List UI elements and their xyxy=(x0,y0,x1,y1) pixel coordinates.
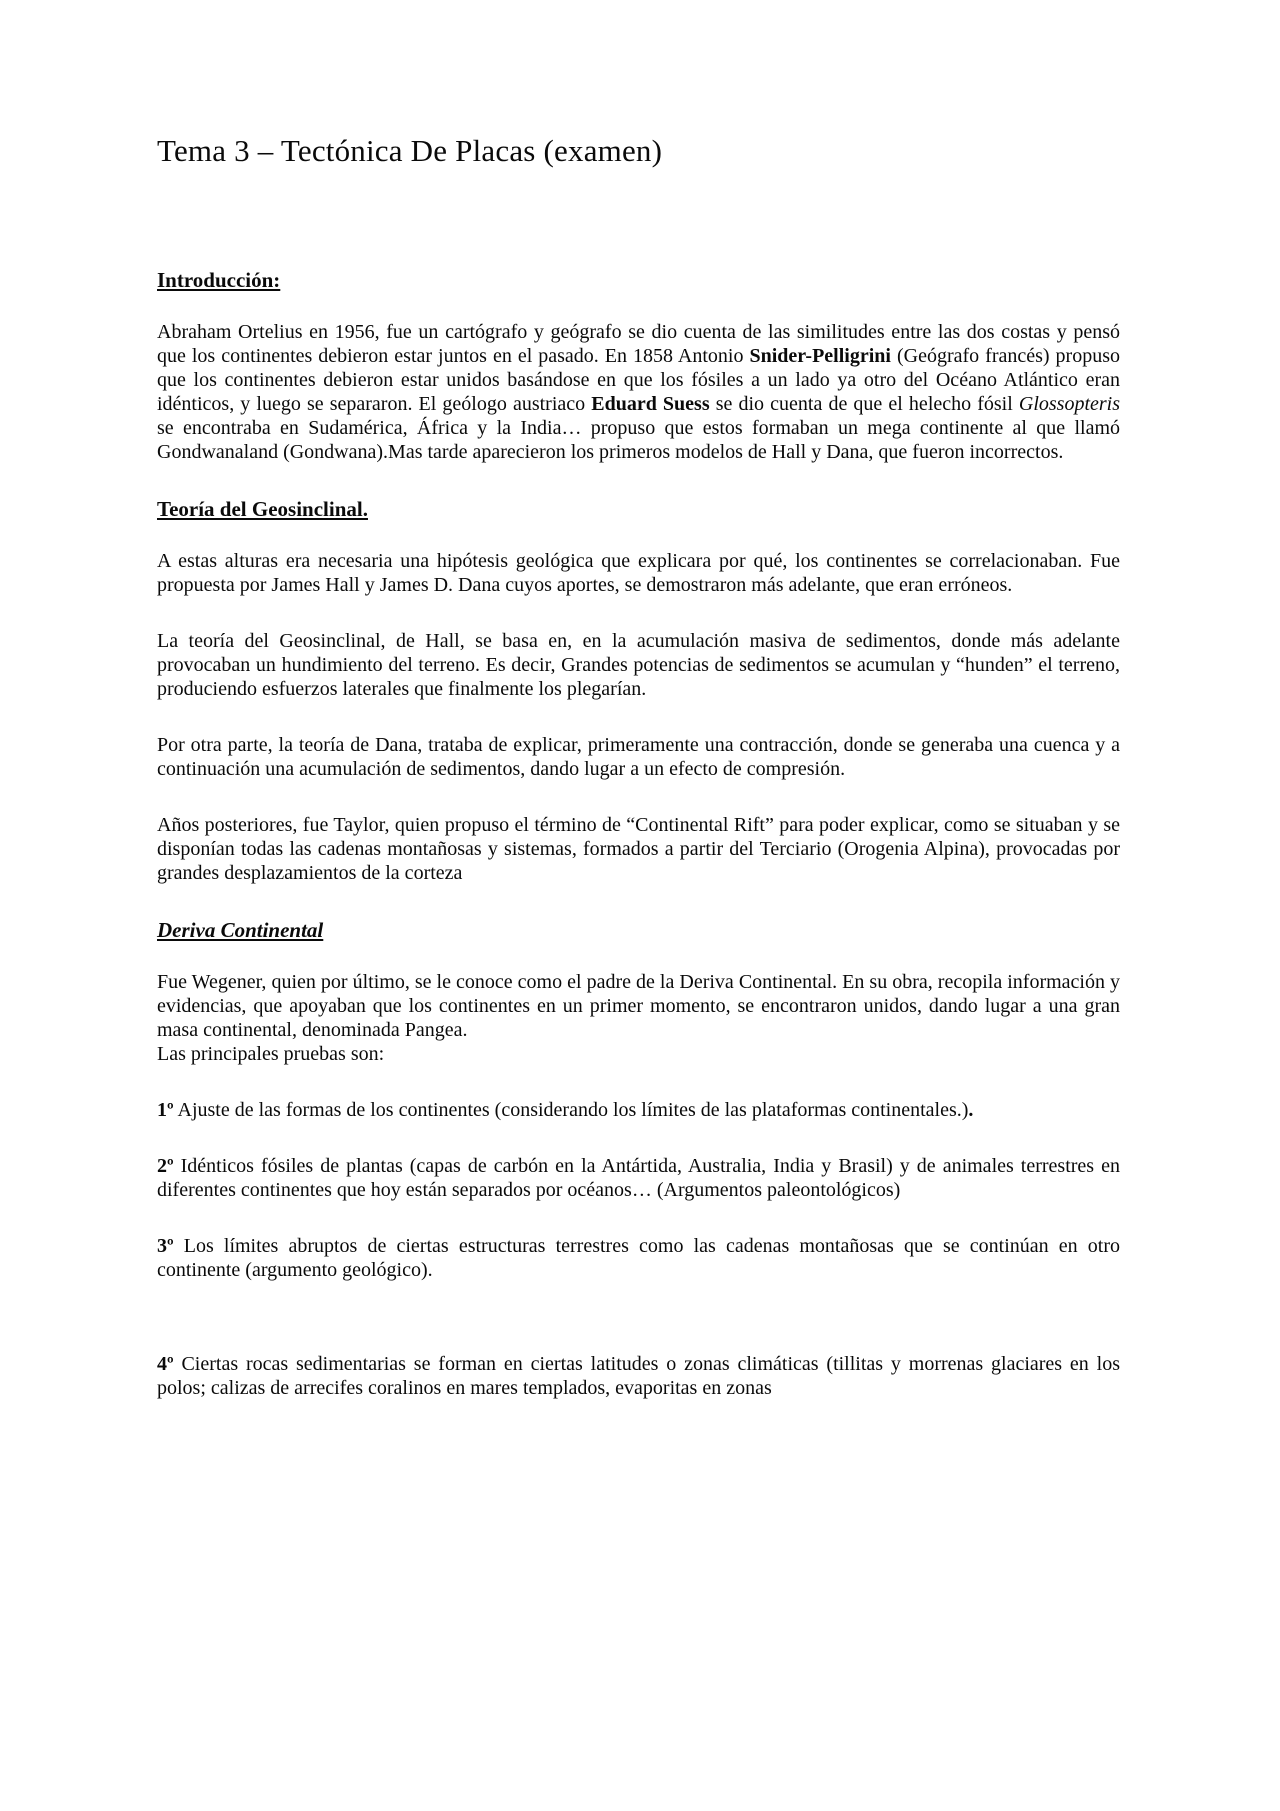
heading-introduccion: Introducción: xyxy=(157,268,281,292)
paragraph-wegener: Fue Wegener, quien por último, se le conoce como el padre de la Deriva Continental. En su obra, recopila información y evidencias, que apoyaban que los continentes en un primer momento, se encontraron unidos, dando lugar a una gran masa continental, denominada Pangea. xyxy=(157,971,1120,1041)
item-text: Ciertas rocas sedimentarias se forman en ciertas latitudes o zonas climáticas (tillitas y morrenas glaciares en los polos; calizas de arrecifes coralinos en mares templados, evaporitas en zonas xyxy=(157,1353,1120,1399)
list-item-prueba-3 xyxy=(157,1234,1120,1282)
item-text-bold-tail: . xyxy=(968,1099,974,1121)
list-item-prueba-4 xyxy=(157,1352,1120,1400)
item-text: Ajuste de las formas de los continentes (considerando los límites de las plataformas continentales.) xyxy=(173,1099,969,1121)
item-number: 4º xyxy=(157,1353,174,1375)
item-text: Los límites abruptos de ciertas estructuras terrestres como las cadenas montañosas que se continúan en otro continente (argumento geológico). xyxy=(157,1235,1120,1281)
paragraph-hipotesis: A estas alturas era necesaria una hipótesis geológica que explicara por qué, los continentes se correlacionaban. Fue propuesta por James Hall y James D. Dana cuyos aportes, se demostraron más adelante, que eran erróneos. xyxy=(157,550,1120,596)
text-run: se encontraba en Sudamérica, África y la India… propuso que estos formaban un mega continente al que llamó Gondwanaland (Gondwana).Mas tarde aparecieron los primeros modelos de Hall y Dana, que fueron incorrectos. xyxy=(157,417,1120,463)
page-title: Tema 3 – Tectónica De Placas (examen) xyxy=(157,133,663,168)
list-item-prueba-1 xyxy=(157,1098,1120,1122)
text-run-bold: Snider-Pelligrini xyxy=(749,345,891,367)
text-run: se dio cuenta de que el helecho fósil xyxy=(709,393,1019,415)
item-number: 2º xyxy=(157,1155,174,1177)
heading-teoria-geosinclinal: Teoría del Geosinclinal. xyxy=(157,497,368,521)
paragraph-introduccion xyxy=(157,320,1120,464)
paragraph-taylor: Años posteriores, fue Taylor, quien propuso el término de “Continental Rift” para poder explicar, como se situaban y se disponían todas las cadenas montañosas y sistemas, formados a partir del Terciario (Orogenia Alpina), provocadas por grandes desplazamientos de la corteza xyxy=(157,814,1120,884)
paragraph-teoria-dana: Por otra parte, la teoría de Dana, trataba de explicar, primeramente una contracción, donde se generaba una cuenca y a continuación una acumulación de sedimentos, dando lugar a un efecto de compresión. xyxy=(157,734,1120,780)
text-run: (Geógrafo francés) propuso que los continentes debieron estar unidos basándose en que los fósiles a un lado ya otro del Océano Atlántico eran idénticos, y luego se separaron. El geólogo austriaco xyxy=(157,345,1120,415)
paragraph-teoria-hall: La teoría del Geosinclinal, de Hall, se basa en, en la acumulación masiva de sedimentos, donde más adelante provocaban un hundimiento del terreno. Es decir, Grandes potencias de sedimentos se acumulan y “hunden” el terreno, produciendo esfuerzos laterales que finalmente los plegarían. xyxy=(157,630,1120,700)
item-number: 1º xyxy=(157,1099,174,1121)
paragraph-pruebas-intro: Las principales pruebas son: xyxy=(157,1043,385,1065)
list-item-prueba-2 xyxy=(157,1154,1120,1202)
text-run: Abraham Ortelius en 1956, fue un cartógrafo y geógrafo se dio cuenta de las similitudes entre las dos costas y pensó que los continentes debieron estar juntos en el pasado. En 1858 Antonio xyxy=(157,321,1120,367)
heading-deriva-continental: Deriva Continental xyxy=(157,918,324,942)
text-run-italic: Glossopteris xyxy=(1018,393,1121,415)
item-text: Idénticos fósiles de plantas (capas de carbón en la Antártida, Australia, India y Brasil) y de animales terrestres en diferentes continentes que hoy están separados por océanos… (Argumentos paleontológicos) xyxy=(157,1155,1120,1201)
item-number: 3º xyxy=(157,1235,174,1257)
text-run-bold: Eduard Suess xyxy=(591,393,710,415)
